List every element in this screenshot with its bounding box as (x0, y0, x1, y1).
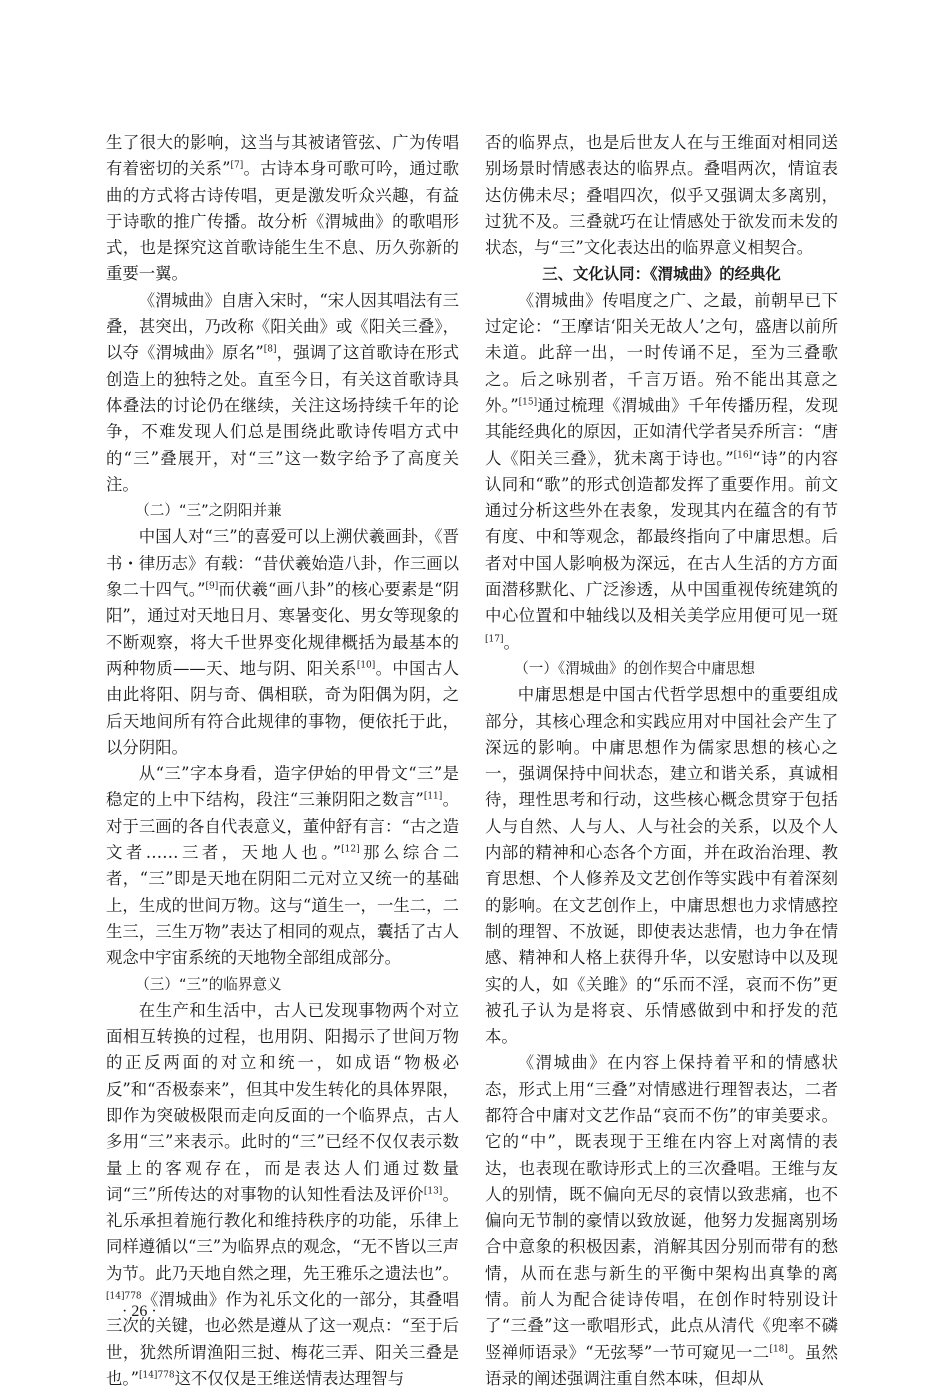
paragraph (485, 288, 838, 656)
paragraph (106, 130, 459, 288)
citation-marker: [14]778 (138, 1370, 175, 1381)
paragraph (106, 524, 459, 761)
paragraph-text: ，强调了这首歌诗在形式创造上的独特之处。直至今日，有关这首歌诗具体叠法的讨论仍在继续，关注这场持续千年的论争，不难发现人们总是围绕此歌诗传唱方式中的“三”叠展开，对“三”这一数字给予了高度关注。 (106, 343, 459, 494)
paragraph-text: 那么综合二者，“三”即是天地在阴阳二元对立又统一的基础上，生成的世间万物。这与“道生一，一生二，二生三，三生万物”表达了相同的观点，囊括了古人观念中宇宙系统的天地物全部组成部分。 (106, 843, 459, 968)
citation-marker: [16] (733, 450, 753, 461)
citation-marker: [15] (518, 397, 538, 408)
paragraph-text: （一）《渭城曲》的创作契合中庸思想 (514, 659, 755, 677)
paragraph (485, 130, 838, 261)
paragraph (106, 998, 459, 1392)
paragraph-text: 《渭城曲》在内容上保持着平和的情感状态，形式上用“三叠”对情感进行理智表达，二者都符合中庸对文艺作品“哀而不伤”的审美要求。它的“中”，既表现于王维在内容上对离情的表达，也表现在歌诗形式上的三次叠唱。王维与友人的别情，既不偏向无尽的哀情以致悲痛，也不偏向无节制的豪情以致放诞，他努力发掘离别场合中意象的积极因素，消解其因分别而带有的愁情，从而在悲与新生的平衡中架构出真挚的离情。前人为配合徒诗传唱，在创作时特别设计了“三叠”这一歌唱形式，此点从清代《兜率不磷竖禅师语录》“无弦琴”一节可窥见一二 (485, 1053, 838, 1362)
citation-marker: [14]778 (106, 1291, 142, 1302)
citation-marker: [12] (341, 844, 360, 855)
paragraph-text: 从“三”字本身看，造字伊始的甲骨文“三”是稳定的上中下结构，段注“三兼阴阳之数言” (106, 764, 459, 810)
paragraph-text: （二）“三”之阴阳并兼 (135, 502, 282, 520)
paragraph-text: 否的临界点，也是后世友人在与王维面对相同送别场景时情感表达的临界点。叠唱两次，情谊表达仿佛未尽；叠唱四次，似乎又强调太多离别，过犹不及。三叠就巧在让情感处于欲发而未发的状态，与“三”文化表达出的临界意义相契合。 (485, 133, 838, 258)
paragraph-text: 《渭城曲》传唱度之广、之最，前朝早已下过定论：“王摩诘‘阳关无故人’之句，盛唐以前所未道。此辞一出，一时传诵不足，至为三叠歌之。后之咏别者，千言万语。殆不能出其意之外。” (485, 290, 838, 415)
paragraph-text: 而伏羲“画八卦”的核心要素是“阴阳”，通过对天地日月、寒暑变化、男女等现象的不断观察，将大千世界变化规律概括为最基本的两种物质——天、地与阴、阳关系 (106, 580, 459, 678)
citation-marker: [17] (485, 634, 504, 645)
paragraph-text: 。礼乐承担着施行教化和维持秩序的功能，乐律上同样遵循以“三”为临界点的观念，“无不皆以三声为节。此乃天地自然之理，先王雅乐之遗法也”。 (106, 1184, 460, 1283)
paragraph-text: 中庸思想是中国古代哲学思想中的重要组成部分，其核心理念和实践应用对中国社会产生了深远的影响。中庸思想作为儒家思想的核心之一，强调保持中间状态，建立和谐关系，真诚相待，理性思考和行动，这些核心概念贯穿于包括人与自然、人与人、人与社会的关系，以及个人内部的精神和心态各个方面，并在政治治理、教育思想、个人修养及文艺创作等实践中有着深刻的影响。在文艺创作上，中庸思想也力求情感控制的理智、不放诞，即使表达悲情，也力争在情感、精神和人格上获得升华，以安慰诗中以及现实的人，如《关雎》的“乐而不淫，哀而不伤”更被孔子认为是将哀、乐情感做到中和抒发的范本。 (485, 685, 838, 1047)
citation-marker: [10] (356, 660, 376, 671)
section-heading (485, 261, 838, 287)
subsection-heading (485, 656, 838, 682)
paragraph-text: 。 (503, 632, 520, 652)
citation-marker: [9] (205, 581, 219, 592)
citation-marker: [13] (423, 1186, 443, 1197)
paragraph-text: 三、文化认同：《渭城曲》的经典化 (542, 265, 781, 284)
citation-marker: [8] (263, 344, 277, 355)
paragraph (106, 761, 459, 971)
citation-marker: [18] (769, 1344, 788, 1355)
paragraph-text: 在生产和生活中，古人已发现事物两个对立面相互转换的过程，也用阴、阳揭示了世间万物的正反两面的对立和统一，如成语“物极必反”和“否极泰来”，但其中发生转化的具体界限，即作为突破极限而走向反面的一个临界点，古人多用“三”来表示。此时的“三”已经不仅仅表示数量上的客观存在，而是表达人们通过数量词“三”所传达的对事物的认知性看法及评价 (106, 1000, 459, 1204)
paragraph-text: 这不仅仅是王维送情表达理智与 (174, 1368, 405, 1388)
paragraph-text: 。虽然语录的阐述强调注重自然本味，但却从 (485, 1342, 838, 1388)
paragraph (106, 288, 459, 498)
paragraph-text: 。中国古人由此将阳、阴与奇、偶相联，奇为阳偶为阴，之后天地间所有符合此规律的事物，便依托于此，以分阴阳。 (106, 658, 460, 757)
paragraph-text: 《渭城曲》作为礼乐文化的一部分，其叠唱三次的关键，也必然是遵从了这一观点：“至于后世，犹然所谓渔阳三挝、梅花三弄、阳关三叠是也。” (106, 1290, 459, 1388)
paragraph (485, 682, 838, 1050)
left-column (106, 130, 459, 1392)
paragraph-text: 中国人对“三”的喜爱可以上溯伏羲画卦，《晋书・律历志》有载：“昔伏羲始造八卦，作三画以象二十四气。” (106, 527, 459, 600)
paragraph-text: “诗”的内容认同和“歌”的形式创造都发挥了重要作用。前文通过分析这些外在表象，发现其内在蕴含的有节有度、中和等观念，都最终指向了中庸思想。后者对中国人影响极为深远，在古人生活的方方面面潜移默化、广泛渗透，从中国重视传统建筑的中心位置和中轴线以及相关美学应用便可见一斑 (485, 448, 839, 626)
subsection-heading (106, 498, 459, 524)
paragraph-text: 通过梳理《渭城曲》千年传播历程，发现其能经典化的原因，正如清代学者吴乔所言：“唐人《阳关三叠》，犹未离于诗也。” (485, 395, 839, 468)
paragraph-text: 《渭城曲》自唐入宋时，“宋人因其唱法有三叠，甚突出，乃改称《阳关曲》或《阳关三叠》，以夺《渭城曲》原名” (106, 290, 459, 363)
page-number: · 26 · (122, 1303, 157, 1320)
paragraph-text: 生了很大的影响，这当与其被诸管弦、广为传唱有着密切的关系” (106, 133, 459, 179)
paragraph-text: 。对于三画的各自代表意义，董仲舒有言：“古之造文者……三者，天地人也。” (106, 790, 460, 863)
paragraph-text: 。古诗本身可歌可吟，通过歌曲的方式将古诗传唱，更是激发听众兴趣，有益于诗歌的推广传播。故分析《渭城曲》的歌唱形式，也是探究这首歌诗能生生不息、历久弥新的重要一翼。 (106, 159, 459, 284)
citation-marker: [7] (230, 160, 244, 171)
citation-marker: [11] (423, 791, 443, 802)
paragraph (485, 1050, 838, 1392)
paragraph-text: （三）“三”的临界意义 (135, 975, 282, 993)
subsection-heading (106, 972, 459, 998)
right-column (485, 130, 838, 1392)
